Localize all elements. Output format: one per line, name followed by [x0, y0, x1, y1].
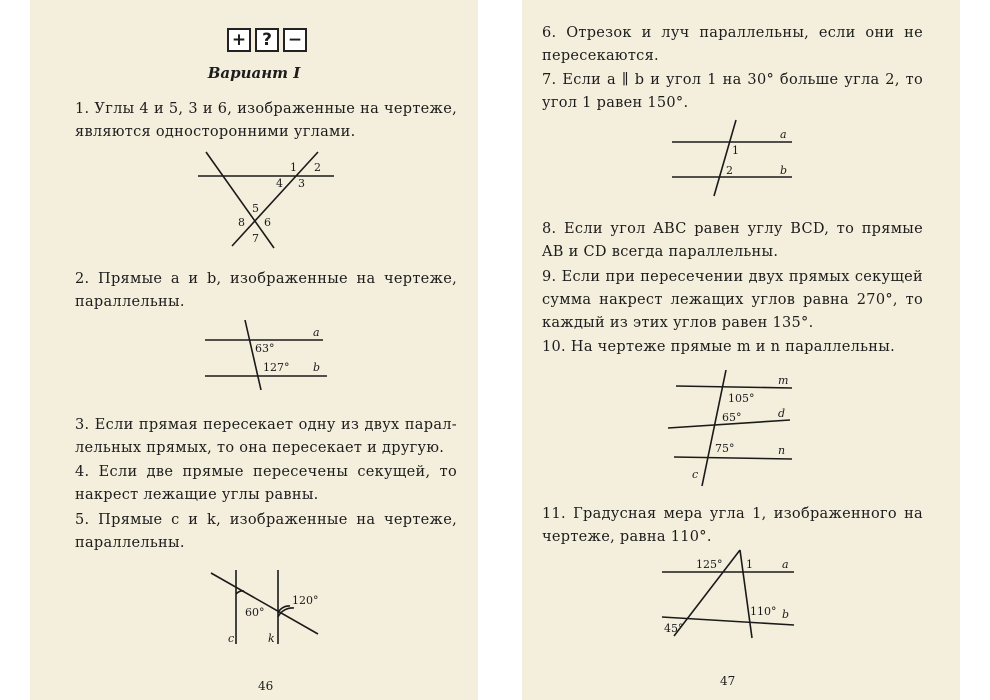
- plus-icon: +: [227, 28, 251, 52]
- q11-label-b: b: [782, 608, 790, 621]
- q7-label-b: b: [780, 164, 788, 177]
- q11-line2: чертеже, равна 110°.: [542, 529, 712, 545]
- q6-line2: пересекаются.: [542, 48, 659, 64]
- q11-angle-45: 45°: [664, 622, 684, 635]
- q11-angle-110: 110°: [750, 605, 777, 618]
- q9-line3: каждый из этих углов равен 135°.: [542, 315, 814, 331]
- q5-line2: параллельны.: [75, 535, 185, 551]
- q11-angle-1: 1: [746, 558, 753, 571]
- q7-angle-2: 2: [726, 164, 733, 177]
- q8-line1: 8. Если угол ABC равен углу BCD, то прямые: [542, 221, 923, 237]
- q2-label-b: b: [313, 361, 321, 374]
- q1-label-7: 7: [252, 232, 259, 245]
- q9-line2: сумма накрест лежащих углов равна 270°, то: [542, 292, 923, 308]
- q1-label-6: 6: [264, 216, 271, 229]
- q1-figure: [190, 148, 340, 252]
- minus-icon: −: [283, 28, 307, 52]
- q2-line2: параллельны.: [75, 294, 185, 310]
- q2-figure: [205, 320, 335, 390]
- q1-line1: 1. Углы 4 и 5, 3 и 6, изображенные на чертеже,: [75, 101, 457, 117]
- q10-label-n: n: [778, 444, 786, 457]
- q10-angle-105: 105°: [728, 392, 755, 405]
- q1-line2: являются односторонними углами.: [75, 124, 356, 140]
- page-number-right: 47: [720, 674, 736, 688]
- q10-line1: 10. На чертеже прямые m и n параллельны.: [542, 339, 895, 355]
- q2-angle-63: 63°: [255, 342, 275, 355]
- q2-line1: 2. Прямые a и b, изображенные на чертеже,: [75, 271, 457, 287]
- q8-line2: AB и CD всегда параллельны.: [542, 244, 779, 260]
- q7-label-a: a: [780, 128, 787, 141]
- q10-label-m: m: [778, 374, 789, 387]
- q4-line2: накрест лежащие углы равны.: [75, 487, 319, 503]
- q1-label-1: 1: [290, 161, 297, 174]
- variant-title: Вариант I: [207, 64, 301, 82]
- q9-line1: 9. Если при пересечении двух прямых секущей: [542, 269, 923, 285]
- q10-label-c: c: [692, 468, 699, 481]
- q11-line1: 11. Градусная мера угла 1, изображенного на: [542, 506, 923, 522]
- q5-label-c: c: [228, 632, 235, 645]
- q10-angle-75: 75°: [715, 442, 735, 455]
- q6-line1: 6. Отрезок и луч параллельны, если они не: [542, 25, 923, 41]
- q11-figure: [660, 548, 800, 644]
- q10-figure: [668, 370, 798, 488]
- q7-angle-1: 1: [732, 144, 739, 157]
- q5-figure: [208, 562, 328, 646]
- q10-angle-65: 65°: [722, 411, 742, 424]
- right-page: [522, 0, 960, 700]
- q1-label-2: 2: [314, 161, 321, 174]
- q11-label-a: a: [782, 558, 789, 571]
- q7-figure: [672, 118, 802, 198]
- q2-angle-127: 127°: [263, 361, 290, 374]
- q3-line2: лельных прямых, то она пересекает и другую.: [75, 440, 445, 456]
- q4-line1: 4. Если две прямые пересечены секущей, то: [75, 464, 457, 480]
- q7-line1: 7. Если a ∥ b и угол 1 на 30° больше угла 2, то: [542, 72, 923, 88]
- q1-label-4: 4: [276, 177, 283, 190]
- q1-label-3: 3: [298, 177, 305, 190]
- q5-label-k: k: [268, 632, 275, 645]
- q5-angle-60: 60°: [245, 606, 265, 619]
- q3-line1: 3. Если прямая пересекает одну из двух парал-: [75, 417, 457, 433]
- page-number-left: 46: [258, 679, 274, 693]
- q1-label-8: 8: [238, 216, 245, 229]
- left-page: [30, 0, 478, 700]
- q1-label-5: 5: [252, 202, 259, 215]
- q7-line2: угол 1 равен 150°.: [542, 95, 689, 111]
- question-icon: ?: [255, 28, 279, 52]
- q2-label-a: a: [313, 326, 320, 339]
- q5-angle-120: 120°: [292, 594, 319, 607]
- q10-label-d: d: [778, 407, 786, 420]
- q11-angle-125: 125°: [696, 558, 723, 571]
- q5-line1: 5. Прямые c и k, изображенные на чертеже,: [75, 512, 457, 528]
